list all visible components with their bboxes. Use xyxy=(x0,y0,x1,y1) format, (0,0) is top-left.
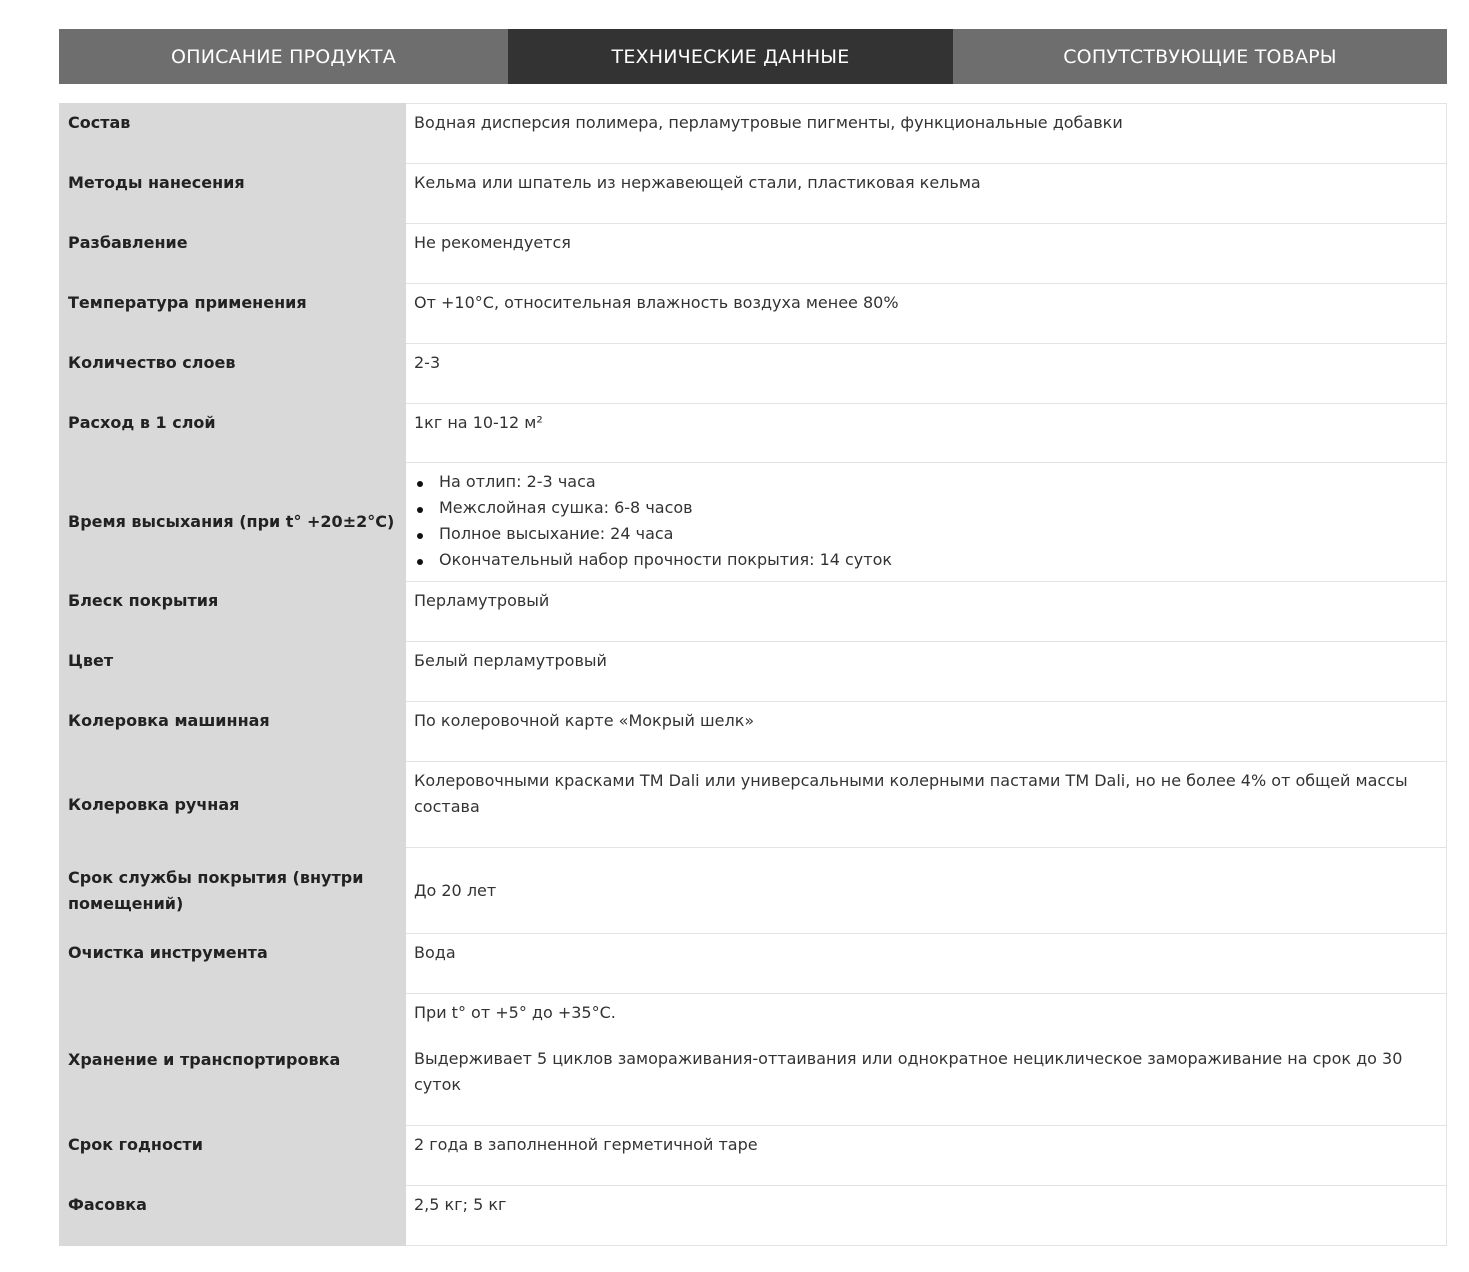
table-row xyxy=(60,702,1447,762)
table-row xyxy=(60,1186,1447,1246)
storage-paragraph: При t° от +5° до +35°С. xyxy=(414,1003,616,1022)
table-row xyxy=(60,463,1447,582)
spec-value: Перламутровый xyxy=(406,582,1447,642)
tab-technical-data[interactable] xyxy=(508,29,953,84)
spec-value: 2,5 кг; 5 кг xyxy=(406,1186,1447,1246)
spec-label: Колеровка машинная xyxy=(60,702,406,762)
table-row xyxy=(60,934,1447,994)
list-item: Межслойная сушка: 6-8 часов xyxy=(439,495,1438,521)
technical-specs-table xyxy=(59,103,1447,1246)
spec-value xyxy=(406,994,1447,1126)
spec-value: Кельма или шпатель из нержавеющей стали, пластиковая кельма xyxy=(406,164,1447,224)
spec-value: Вода xyxy=(406,934,1447,994)
spec-value: По колеровочной карте «Мокрый шелк» xyxy=(406,702,1447,762)
table-row xyxy=(60,164,1447,224)
tab-product-description[interactable] xyxy=(59,29,508,84)
tab-label: ТЕХНИЧЕСКИЕ ДАННЫЕ xyxy=(611,45,850,68)
spec-value: Водная дисперсия полимера, перламутровые пигменты, функциональные добавки xyxy=(406,104,1447,164)
spec-label: Разбавление xyxy=(60,224,406,284)
table-row xyxy=(60,344,1447,404)
spec-value: 2-3 xyxy=(406,344,1447,404)
spec-label: Очистка инструмента xyxy=(60,934,406,994)
tab-label: ОПИСАНИЕ ПРОДУКТА xyxy=(171,45,396,68)
spec-label: Цвет xyxy=(60,642,406,702)
spec-value: Не рекомендуется xyxy=(406,224,1447,284)
spec-value: От +10°С, относительная влажность воздуха менее 80% xyxy=(406,284,1447,344)
spec-label: Методы нанесения xyxy=(60,164,406,224)
table-row xyxy=(60,582,1447,642)
table-row xyxy=(60,224,1447,284)
table-row xyxy=(60,848,1447,934)
spec-value xyxy=(406,463,1447,582)
spec-label: Фасовка xyxy=(60,1186,406,1246)
spec-value: До 20 лет xyxy=(406,848,1447,934)
tab-label: СОПУТСТВУЮЩИЕ ТОВАРЫ xyxy=(1063,45,1337,68)
spec-label: Расход в 1 слой xyxy=(60,404,406,463)
spec-label: Время высыхания (при t° +20±2°С) xyxy=(60,463,406,582)
table-row xyxy=(60,1126,1447,1186)
spec-label: Состав xyxy=(60,104,406,164)
drying-time-list xyxy=(414,469,1438,573)
list-item: На отлип: 2-3 часа xyxy=(439,469,1438,495)
spec-label: Блеск покрытия xyxy=(60,582,406,642)
list-item: Окончательный набор прочности покрытия: 14 суток xyxy=(439,547,1438,573)
spec-value: 2 года в заполненной герметичной таре xyxy=(406,1126,1447,1186)
spec-label: Хранение и транспортировка xyxy=(60,994,406,1126)
spec-value: 1кг на 10-12 м² xyxy=(406,404,1447,463)
table-row xyxy=(60,994,1447,1126)
tab-bar xyxy=(59,29,1447,84)
spec-value: Белый перламутровый xyxy=(406,642,1447,702)
spec-label: Количество слоев xyxy=(60,344,406,404)
storage-paragraph: Выдерживает 5 циклов замораживания-оттаивания или однократное нециклическое замораживание на срок до 30 суток xyxy=(414,1049,1403,1094)
spec-label: Температура применения xyxy=(60,284,406,344)
table-row xyxy=(60,284,1447,344)
spec-value: Колеровочными красками ТМ Dali или универсальными колерными пастами ТМ Dali, но не более 4% от общей массы состава xyxy=(406,762,1447,848)
table-row xyxy=(60,404,1447,463)
spec-label: Колеровка ручная xyxy=(60,762,406,848)
spec-label: Срок годности xyxy=(60,1126,406,1186)
tab-related-products[interactable] xyxy=(953,29,1447,84)
table-row xyxy=(60,642,1447,702)
list-item: Полное высыхание: 24 часа xyxy=(439,521,1438,547)
spec-label: Срок службы покрытия (внутри помещений) xyxy=(60,848,406,934)
table-row xyxy=(60,104,1447,164)
table-row xyxy=(60,762,1447,848)
